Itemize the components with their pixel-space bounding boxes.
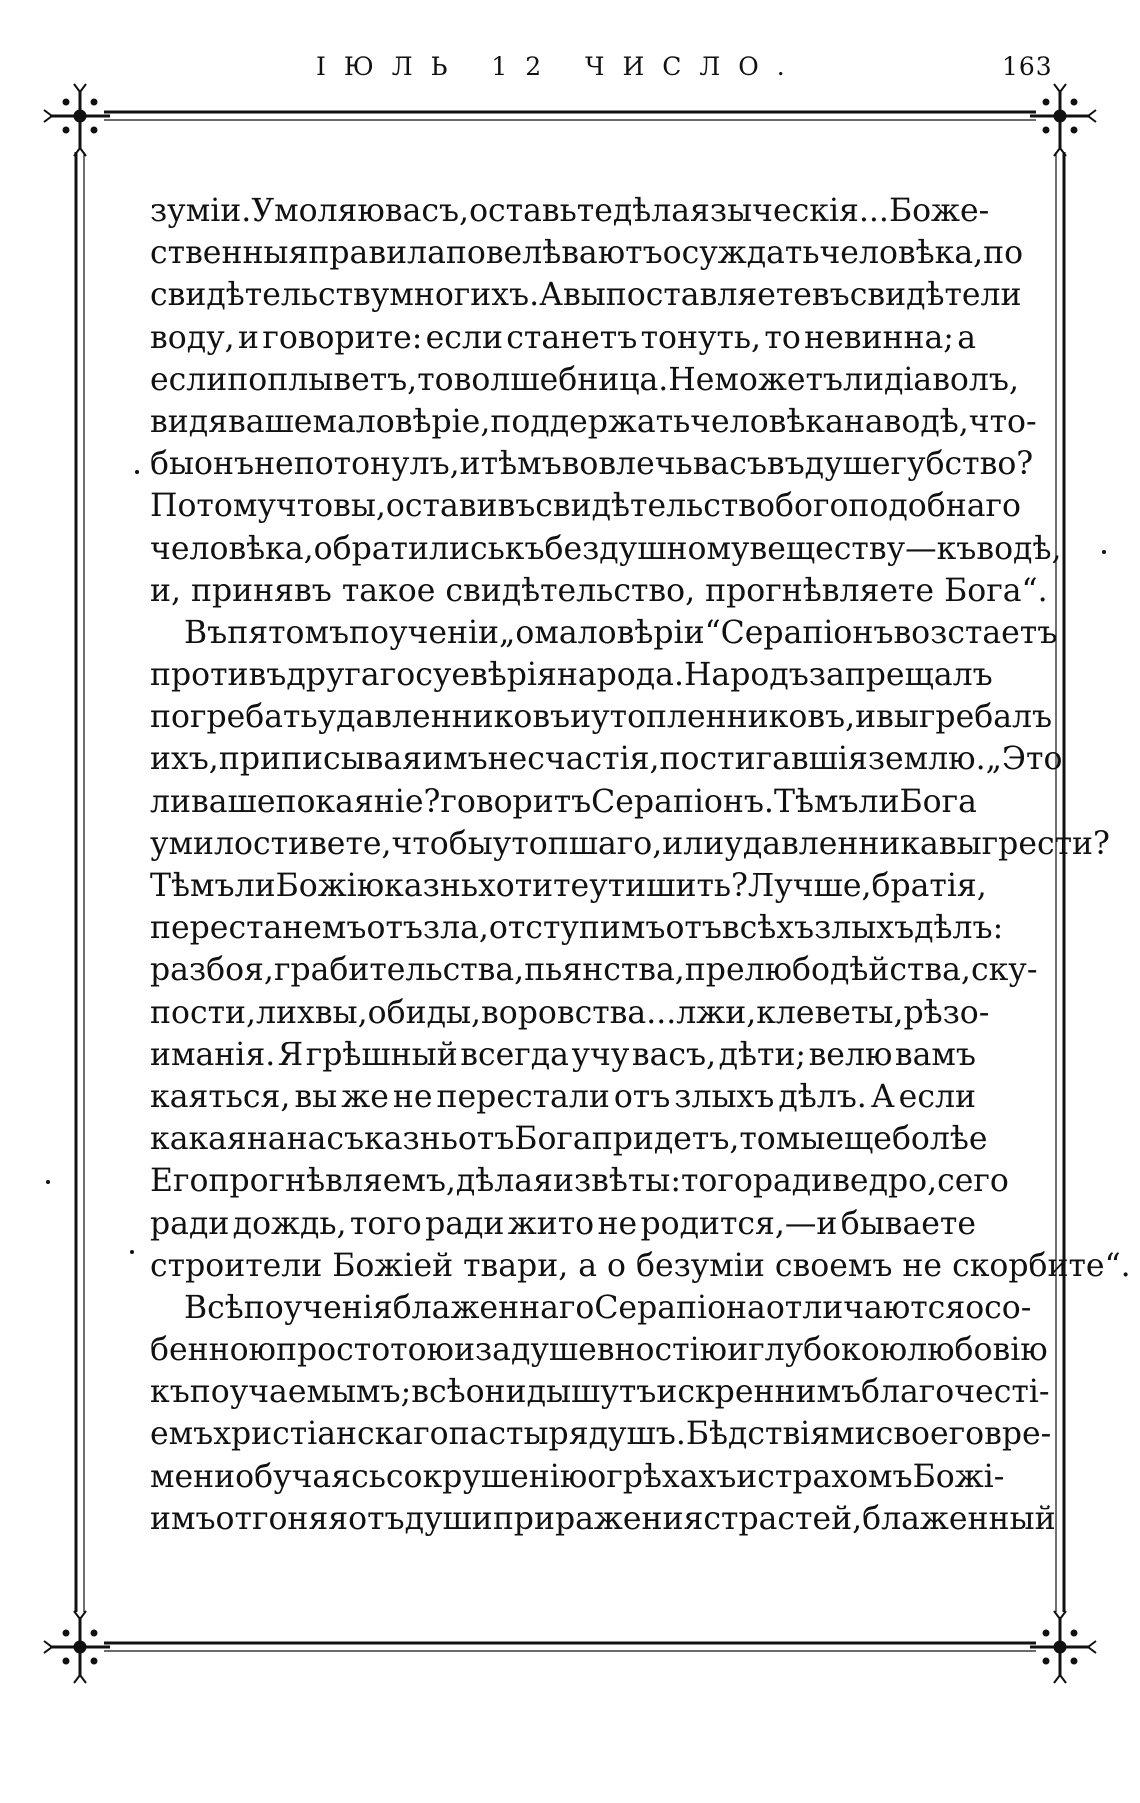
text-line: емъ христіанскаго пастыря душъ. Бѣдствіями своего вре-	[150, 1416, 1052, 1453]
text-line: къ поучаемымъ; всѣ они дышутъ искреннимъ благочесті-	[150, 1374, 1050, 1411]
text-line: мени обучаясь сокрушенію о грѣхахъ и страхомъ Божі-	[150, 1458, 1005, 1495]
text-line: ради дождь, того ради жито не родится,—и бываете	[150, 1205, 976, 1242]
text-line: умилостивете, чтобы утопшаго, или удавленника выгрести?	[150, 825, 1110, 862]
text-line: Въ пятомъ поученіи „о маловѣріи“ Серапіонъ возстаетъ	[184, 614, 1058, 651]
text-line: каяться, вы же не перестали отъ злыхъ дѣлъ. А если	[150, 1078, 976, 1115]
text-line: перестанемъ отъ зла, отступимъ отъ всѣхъ злыхъ дѣлъ:	[150, 910, 1004, 947]
text-line: Тѣмъ ли Божію казнь хотите утишить? Лучше, братія,	[150, 868, 987, 904]
text-line: Его прогнѣвляемъ, дѣлая извѣты: того ради ведро, сего	[150, 1163, 1009, 1200]
print-speck	[46, 1180, 50, 1184]
text-line: если поплыветъ, то волшебница. Не можетъ ли діаволъ,	[150, 361, 1019, 398]
text-line: имъ отгоняя отъ души приражения страстей, блаженный	[150, 1500, 1056, 1537]
running-head	[0, 52, 1140, 92]
text-line: ли ваше покаяніе? говоритъ Серапіонъ. Тѣмъ ли Бога	[150, 783, 977, 820]
text-line: бы онъ не потонулъ, и тѣмъ вовлечь васъ въ душегубство?	[150, 446, 1034, 483]
text-line: зуміи. Умоляю васъ, оставьте дѣла языческія... Боже-	[150, 193, 990, 229]
print-speck	[130, 1250, 134, 1254]
text-line: иманія. Я грѣшный всегда учу васъ, дѣти; велю вамъ	[150, 1036, 976, 1073]
text-line: погребать удавленниковъ и утопленниковъ, и выгребалъ	[150, 699, 1053, 736]
corner-ornament-top-left	[44, 84, 110, 156]
corner-ornament-bottom-left	[44, 1611, 110, 1683]
print-speck	[1102, 550, 1106, 554]
text-line: ихъ, приписывая имъ несчастія, постигавшія землю. „Это	[150, 741, 1063, 778]
text-line: разбоя, грабительства, пьянства, прелюбодѣйства, ску-	[150, 952, 1038, 989]
text-line: ственныя правила повелѣваютъ осуждать человѣка, по	[150, 235, 1024, 272]
text-line: какая на насъ казнь отъ Бога придетъ, то мы еще болѣе	[150, 1121, 988, 1158]
text-line: бенною простотою и задушевностію и глубокою любовію	[150, 1332, 1048, 1369]
text-line: Потому что вы, оставивъ свидѣтельство богоподобнаго	[150, 488, 1021, 525]
text-line: строители Божіей твари, а о безуміи своемъ не скорбите“.	[150, 1247, 1131, 1284]
print-speck	[135, 470, 139, 474]
text-line: воду, и говорите: если станетъ тонуть, то невинна; а	[150, 319, 976, 356]
page-number: 163	[1002, 52, 1053, 81]
text-line: пости, лихвы, обиды, воровства... лжи, клеветы, рѣзо-	[150, 994, 990, 1031]
corner-ornament-top-right	[1030, 84, 1096, 156]
body-text	[150, 190, 1131, 1570]
text-line: человѣка, обратились къ бездушному веществу—къ водѣ,	[150, 530, 1062, 567]
text-line: видя ваше маловѣріе, поддержать человѣка на водѣ, что-	[150, 403, 1037, 440]
text-line: Всѣ поученія блаженнаго Серапіона отличаются осо-	[184, 1289, 1032, 1326]
running-title: ІЮЛЬ 12 ЧИСЛО.	[316, 52, 803, 81]
text-line: и, принявъ такое свидѣтельство, прогнѣвляете Бога“.	[150, 572, 1048, 609]
text-line: противъ другаго суевѣрія народа. Народъ запрещалъ	[150, 657, 993, 694]
text-line: свидѣтельству многихъ. А вы поставляете въ свидѣтели	[150, 277, 1022, 314]
corner-ornament-bottom-right	[1030, 1611, 1096, 1683]
